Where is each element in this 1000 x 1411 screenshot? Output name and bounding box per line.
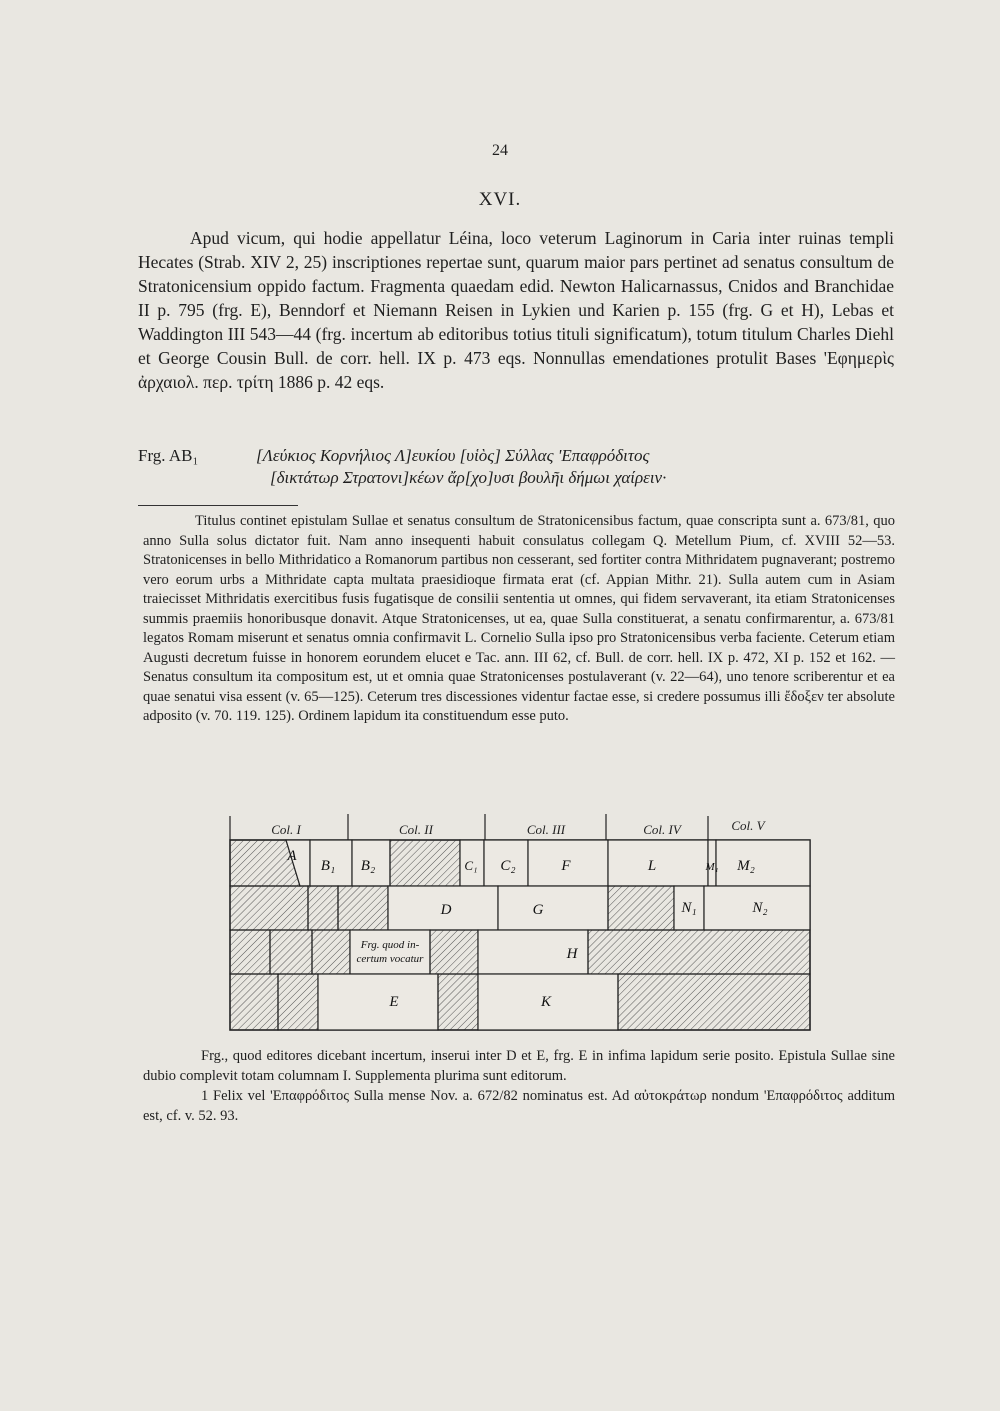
intro-paragraph [138, 226, 894, 394]
label-k: K [540, 994, 552, 1010]
label-n2: N₂ [752, 900, 768, 916]
footnote-rule [138, 505, 298, 506]
fragment-line-1: [Λεύκιος Κορνήλιος Λ]ευκίου [υἱὸς] Σύλλας 'Επαφρόδιτος [256, 446, 650, 465]
label-m2: M₂ [737, 858, 755, 874]
label-b2: B₂ [360, 858, 376, 874]
label-e: E [389, 994, 399, 1010]
note-frg: Frg., quod editores dicebant incertum, inserui inter D et E, frg. E in infima lapidum serie posito. Epistula Sullae sine dubio complevit totam columnam I. Supplementa plurima sunt editorum. [143, 1048, 895, 1084]
col-3-label: Col. III [526, 822, 566, 837]
page-number: 24 [492, 142, 508, 159]
label-h: H [566, 946, 578, 962]
fragment-label: Frg. AB₁ [138, 446, 199, 465]
section-heading: XVI. [478, 189, 522, 210]
label-n1: N₁ [681, 900, 697, 916]
intro-text: Apud vicum, qui hodie appellatur Léina, loco veterum Laginorum in Caria inter ruinas templi Hecates (Strab. XIV 2, 25) inscriptiones repertae sunt, quarum maior pars pertinet ad senatus consultum de Stratonicensium oppido factum. Fragmenta quaedam edid. Newton Halicarnassus, Cnidos and Branchidae II p. 795 (frg. E), Benndorf et Niemann Reisen in Lykien und Karien p. 155 (frg. G et H), Lebas et Waddington III 543—44 (frg. incertum ab editoribus totius tituli significatum), totum titulum Charles Diehl et George Cousin Bull. de corr. hell. IX p. 473 eqs. Nonnullas emendationes protulit Bases 'Εφημερὶς ἀρχαιολ. περ. τρίτη 1886 p. 42 eqs. [138, 228, 894, 392]
col-4-label: Col. IV [643, 822, 681, 837]
col-5-label: Col. V [731, 818, 765, 833]
row-3 [230, 930, 810, 974]
row-4 [230, 974, 810, 1030]
footnotes [143, 1046, 895, 1126]
label-g: G [532, 902, 544, 918]
label-l: L [647, 858, 657, 874]
row-1 [230, 840, 810, 886]
label-d: D [440, 902, 452, 918]
label-f: F [561, 858, 571, 874]
row-2 [230, 886, 810, 930]
label-c1: C₁ [464, 858, 478, 873]
commentary [143, 512, 895, 727]
column-dividers [230, 814, 708, 840]
label-a: A [287, 848, 297, 864]
label-m1: M₁ [705, 861, 719, 873]
label-c2: C₂ [500, 858, 516, 874]
commentary-text: Titulus continet epistulam Sullae et senatus consultum de Stratonicensibus factum, quae conscripta sunt a. 673/81, quo anno Sulla solus dictator fuit. Nam anno insequenti habuit consulatus collegam Q. Metellum Pium, cf. XVIII 52—53. Stratonicenses in bello Mithridatico a Romanorum partibus non cesserant, sed fortiter contra Mithridatem pugnaverant; postremo vero eorum urbs a Mithridate capta multata praesidioque firmata erat (cf. Appian Mithr. 21). Sulla autem cum in Asiam traiecisset Mithridatis exercitibus fusis fugatisque de consilii sententia ut omnes, qui fidem servaverant, ita etiam Stratonicenses summis praemiis honoribusque donavit. Atque Stratonicenses, ut ea, quae Sulla constituerat, a senatu confirmarentur, a. 673/81 legatos Romam miserunt et senatus omnia confirmavit L. Cornelio Sulla ipso pro Stratonicensibus verba faciente. Ceterum etiam Augusti decretum fuisse in honorem eorundem elucet e Tac. ann. III 62, cf. Bull. de corr. hell. IX p. 472, XI p. 152 et 162. — Senatus consultum ita compositum est, ut et omnia quae Stratonicenses postulaverant (v. 22—64), uno tenore scriberentur et ea quae senatui visa essent (v. 65—125). Ceterum tres discessiones videntur factae esse, si credere possumus illi ἔδοξεν ter absolute adposito (v. 70. 119. 125). Ordinem lapidum ita constituendum esse puto. [143, 513, 895, 724]
stone-arrangement-diagram [228, 806, 816, 1034]
col-2-label: Col. II [399, 822, 433, 837]
label-frg-incertum-2: certum vocatur [356, 953, 424, 965]
col-1-label: Col. I [271, 822, 301, 837]
fragment-line-2: [δικτάτωρ Στρατονι]κέων ἄρ[χο]υσι βουλῆι δήμωι χαίρειν· [270, 468, 667, 487]
label-frg-incertum-1: Frg. quod in- [360, 939, 420, 951]
note-1: 1 Felix vel 'Επαφρόδιτος Sulla mense Nov. a. 672/82 nominatus est. Ad αὐτοκράτωρ nondum 'Επαφρόδιτος additum est, cf. v. 52. 93. [143, 1088, 895, 1124]
label-b1: B₁ [320, 858, 336, 874]
